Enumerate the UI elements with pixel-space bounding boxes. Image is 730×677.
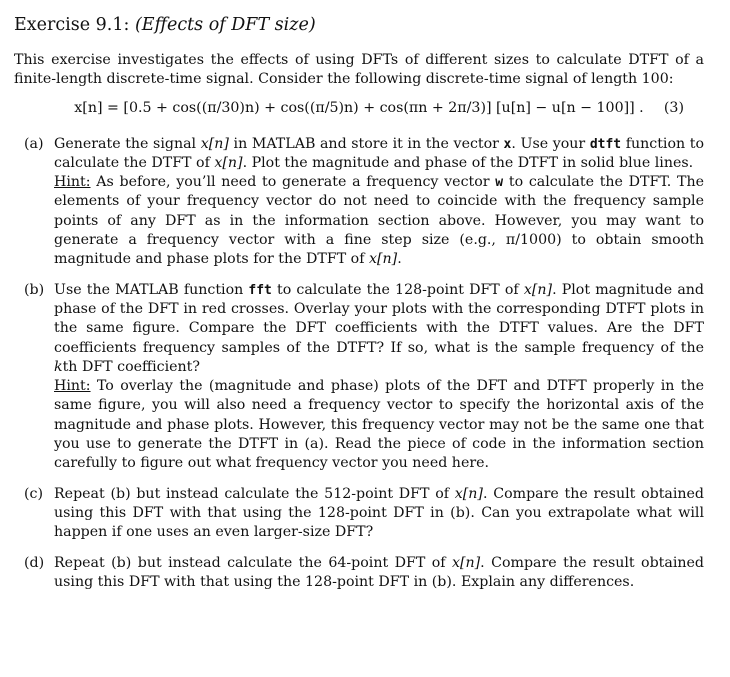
part-b [14,281,704,474]
exercise-number: Exercise 9.1: [14,15,130,35]
math-var: x[n] [214,154,243,171]
math-var: x[n] [200,135,229,152]
hint-text [54,377,704,473]
text-run: . [397,251,402,268]
text-run: to calculate the DTFT. The elements of your frequency vector do not need to coincide with the frequency sample points of any DFT as in the information section above. However, you may want to generate a frequency vector with a fine step size (e.g., π/1000) to obtain smooth magnitude and phase plots for the DTFT of [54,174,704,268]
signal-equation [14,99,704,123]
text-run: Use the MATLAB function [54,281,249,298]
text-run: . Compare the result obtained using this DFT with that using the 128-point DFT in (b). Can you extrapolate what will happen if one uses an even larger-size DFT? [54,485,705,541]
hint-label: Hint: [54,174,91,191]
math-var: x[n] [523,281,553,298]
equation-number: (3) [663,99,684,116]
text-run: . Plot magnitude and phase of the DFT in red crosses. Overlay your plots with the corresponding DTFT plots in the same figure. Compare the DFT coefficients with the DTFT values. Are the DFT coefficients frequency samples of the DTFT? If so, what is the sample frequency of the [54,281,704,356]
part-label: (a) [24,135,44,152]
exercise-subtitle: (Effects of DFT size) [134,15,316,35]
text-run: in MATLAB and store it in the vector [228,135,504,152]
math-var: k [54,358,63,375]
text-run: function to calculate the DTFT of [54,135,704,171]
part-label: (c) [24,485,44,502]
text-run: Generate the signal [54,135,201,152]
part-text [54,135,704,174]
text-run: . Plot the magnitude and phase of the DTFT in solid blue lines. [242,154,694,171]
part-c [14,485,704,543]
exercise-heading [14,14,704,36]
text-run: to calculate the 128-point DFT of [271,281,524,298]
math-var: x[n] [454,485,483,502]
part-label: (b) [24,281,45,298]
code-x: x [503,136,512,152]
part-label: (d) [24,554,45,571]
text-run: To overlay the (magnitude and phase) plots of the DFT and DTFT properly in the same figure, you will also need a frequency vector to specify the horizontal axis of the magnitude and phase plots. However, this frequency vector may not be the same one that you use to generate the DTFT in (a). Read the piece of code in the information section carefully to figure out what frequency vector you need here. [54,378,704,472]
code-fft: fft [248,282,272,298]
code-dtft: dtft [589,136,622,152]
text-run: . Compare the result obtained using this DFT with that using the 128-point DFT in (b). Explain any differences. [54,554,704,590]
math-var: x[n] [451,554,481,571]
part-text [54,485,704,543]
part-text [54,281,704,377]
text-run: Repeat (b) but instead calculate the 512-point DFT of [54,485,455,502]
equation-text: x[n] = [0.5 + cos((π/30)n) + cos((π/5)n) + cos(πn + 2π/3)] [u[n] − u[n − 100]] . [74,99,644,116]
intro-paragraph: This exercise investigates the effects of using DFTs of different sizes to calculate DTFT of a finite-length discrete-time signal. Consider the following discrete-time signal of length 100: [14,52,704,88]
part-a [14,135,704,270]
code-w: w [495,175,504,191]
hint-text [54,173,704,269]
math-var: x[n] [369,251,398,268]
text-run: As before, you’ll need to generate a frequency vector [90,174,496,191]
part-text [54,554,704,593]
exercise-page [14,14,704,603]
part-d [14,554,704,593]
text-run: Repeat (b) but instead calculate the 64-point DFT of [54,554,452,571]
text-run: th DFT coefficient? [62,358,200,375]
text-run: . Use your [511,135,590,152]
hint-label: Hint: [54,378,91,395]
